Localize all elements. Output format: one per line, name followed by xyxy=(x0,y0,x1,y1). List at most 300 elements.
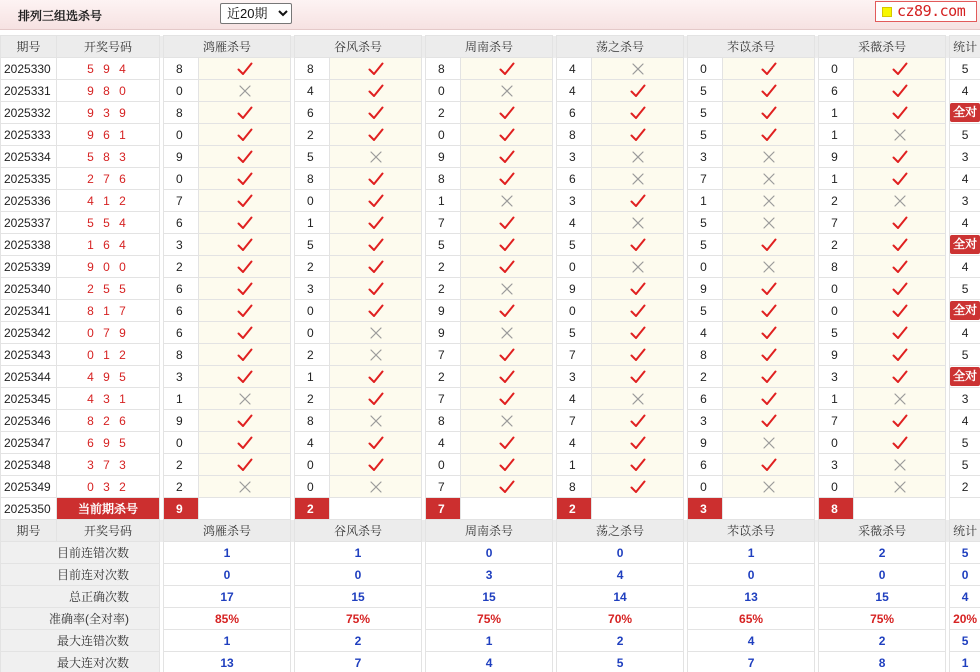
summary-row xyxy=(1,608,980,630)
result-mark-cell xyxy=(592,124,684,146)
header-draw: 开奖号码 xyxy=(57,36,160,58)
kill-number-cell: 9 xyxy=(426,322,461,344)
kill-number-cell: 6 xyxy=(164,322,199,344)
summary-value: 85% xyxy=(164,608,291,630)
draw-number-cell: 5 9 4 xyxy=(57,58,160,80)
kill-number-cell: 0 xyxy=(164,80,199,102)
kill-number-cell: 0 xyxy=(819,300,854,322)
result-mark-cell xyxy=(854,344,946,366)
check-icon xyxy=(499,150,515,164)
draw-number-cell: 5 5 4 xyxy=(57,212,160,234)
table-row xyxy=(1,278,980,300)
result-mark-cell xyxy=(199,124,291,146)
result-mark-cell xyxy=(723,212,815,234)
kill-number-cell: 3 xyxy=(164,366,199,388)
check-icon xyxy=(892,62,908,76)
result-mark-cell xyxy=(461,58,553,80)
result-mark-cell xyxy=(592,168,684,190)
kill-number-cell: 9 xyxy=(164,410,199,432)
result-mark-cell xyxy=(199,300,291,322)
draw-number-cell: 8 2 6 xyxy=(57,410,160,432)
summary-value: 14 xyxy=(557,586,684,608)
check-icon xyxy=(630,414,646,428)
result-mark-cell xyxy=(854,124,946,146)
kill-number-cell: 0 xyxy=(426,124,461,146)
draw-number-cell: 8 1 7 xyxy=(57,300,160,322)
cross-icon xyxy=(630,216,646,230)
cross-icon xyxy=(630,392,646,406)
draw-number-cell: 5 8 3 xyxy=(57,146,160,168)
result-mark-cell xyxy=(330,366,422,388)
summary-value: 1 xyxy=(295,542,422,564)
header-expert: 采薇杀号 xyxy=(819,520,946,542)
result-mark-cell xyxy=(592,102,684,124)
row-stat-cell: 4 xyxy=(950,256,980,278)
check-icon xyxy=(237,194,253,208)
kill-number-cell: 1 xyxy=(819,102,854,124)
result-mark-cell xyxy=(461,388,553,410)
row-stat-cell: 3 xyxy=(950,146,980,168)
current-period-row xyxy=(1,498,980,520)
period-cell: 2025346 xyxy=(1,410,57,432)
table-row xyxy=(1,168,980,190)
result-mark-cell xyxy=(199,58,291,80)
check-icon xyxy=(237,348,253,362)
check-icon xyxy=(368,392,384,406)
table-row xyxy=(1,322,980,344)
result-mark-cell xyxy=(592,300,684,322)
period-cell: 2025341 xyxy=(1,300,57,322)
check-icon xyxy=(368,370,384,384)
check-icon xyxy=(499,348,515,362)
kill-number-cell: 3 xyxy=(295,278,330,300)
table-row xyxy=(1,432,980,454)
current-kill-number: 7 xyxy=(426,498,461,520)
draw-number-cell: 2 5 5 xyxy=(57,278,160,300)
check-icon xyxy=(499,370,515,384)
summary-header xyxy=(1,520,980,542)
site-logo[interactable] xyxy=(875,1,977,22)
result-mark-cell xyxy=(723,278,815,300)
check-icon xyxy=(761,326,777,340)
summary-value: 4 xyxy=(426,652,553,672)
result-mark-cell xyxy=(723,454,815,476)
period-range-select[interactable] xyxy=(220,3,292,24)
cross-icon xyxy=(892,480,908,494)
kill-number-cell: 5 xyxy=(557,322,592,344)
result-mark-cell xyxy=(723,322,815,344)
current-kill-number: 8 xyxy=(819,498,854,520)
result-mark-cell xyxy=(199,168,291,190)
result-mark-cell xyxy=(199,432,291,454)
kill-number-cell: 5 xyxy=(819,322,854,344)
cross-icon xyxy=(761,216,777,230)
check-icon xyxy=(237,370,253,384)
summary-value: 5 xyxy=(557,652,684,672)
draw-number-cell: 4 1 2 xyxy=(57,190,160,212)
table-row xyxy=(1,476,980,498)
kill-number-cell: 0 xyxy=(557,300,592,322)
kill-number-cell: 7 xyxy=(688,168,723,190)
cross-icon xyxy=(761,480,777,494)
result-mark-cell xyxy=(854,410,946,432)
result-mark-cell xyxy=(854,102,946,124)
current-kill-label: 当前期杀号 xyxy=(57,498,160,520)
period-cell: 2025336 xyxy=(1,190,57,212)
result-mark-cell xyxy=(461,322,553,344)
result-mark-cell xyxy=(854,322,946,344)
all-correct-badge: 全对 xyxy=(950,301,980,320)
summary-stat: 0 xyxy=(950,564,980,586)
period-cell: 2025343 xyxy=(1,344,57,366)
kill-number-cell: 7 xyxy=(426,344,461,366)
row-stat-cell: 5 xyxy=(950,344,980,366)
cross-icon xyxy=(630,62,646,76)
result-mark-cell xyxy=(854,234,946,256)
kill-number-cell: 6 xyxy=(688,388,723,410)
kill-number-cell: 8 xyxy=(164,344,199,366)
result-mark-cell xyxy=(461,80,553,102)
period-cell: 2025330 xyxy=(1,58,57,80)
check-icon xyxy=(499,392,515,406)
result-mark-cell xyxy=(723,124,815,146)
result-mark-cell xyxy=(330,80,422,102)
kill-number-cell: 0 xyxy=(426,80,461,102)
kill-number-cell: 2 xyxy=(164,256,199,278)
result-mark-cell xyxy=(592,234,684,256)
kill-number-cell: 0 xyxy=(295,476,330,498)
summary-row xyxy=(1,542,980,564)
kill-number-cell: 5 xyxy=(295,146,330,168)
kill-number-cell: 5 xyxy=(557,234,592,256)
current-empty-cell xyxy=(723,498,815,520)
kill-number-cell: 2 xyxy=(295,344,330,366)
check-icon xyxy=(892,172,908,186)
summary-row xyxy=(1,586,980,608)
result-mark-cell xyxy=(723,146,815,168)
kill-number-cell: 2 xyxy=(295,388,330,410)
cross-icon xyxy=(237,480,253,494)
all-correct-badge: 全对 xyxy=(950,235,980,254)
summary-value: 13 xyxy=(164,652,291,672)
result-mark-cell xyxy=(461,168,553,190)
check-icon xyxy=(237,326,253,340)
kill-number-cell: 0 xyxy=(164,124,199,146)
header-expert: 荡之杀号 xyxy=(557,520,684,542)
check-icon xyxy=(630,238,646,252)
period-cell: 2025333 xyxy=(1,124,57,146)
result-mark-cell xyxy=(592,278,684,300)
summary-value: 2 xyxy=(819,630,946,652)
kill-number-cell: 2 xyxy=(164,454,199,476)
check-icon xyxy=(237,436,253,450)
row-stat-cell: 2 xyxy=(950,476,980,498)
current-empty-cell xyxy=(330,498,422,520)
kill-number-cell: 8 xyxy=(426,168,461,190)
table-row xyxy=(1,58,980,80)
result-mark-cell xyxy=(330,124,422,146)
draw-number-cell: 2 7 6 xyxy=(57,168,160,190)
result-mark-cell xyxy=(723,344,815,366)
result-mark-cell xyxy=(854,432,946,454)
summary-value: 75% xyxy=(819,608,946,630)
kill-number-cell: 7 xyxy=(557,344,592,366)
kill-number-cell: 6 xyxy=(688,454,723,476)
row-stat-cell: 5 xyxy=(950,278,980,300)
kill-number-cell: 0 xyxy=(557,256,592,278)
header-expert: 周南杀号 xyxy=(426,520,553,542)
result-mark-cell xyxy=(854,256,946,278)
kill-number-cell: 2 xyxy=(426,366,461,388)
summary-value: 0 xyxy=(688,564,815,586)
summary-value: 7 xyxy=(688,652,815,672)
period-cell: 2025349 xyxy=(1,476,57,498)
kill-number-cell: 1 xyxy=(295,366,330,388)
header-expert: 芣苡杀号 xyxy=(688,520,815,542)
summary-value: 8 xyxy=(819,652,946,672)
check-icon xyxy=(368,172,384,186)
result-mark-cell xyxy=(854,454,946,476)
logo-square-icon xyxy=(882,7,892,17)
kill-number-cell: 8 xyxy=(426,58,461,80)
all-correct-badge: 全对 xyxy=(950,367,980,386)
kill-number-cell: 2 xyxy=(164,476,199,498)
check-icon xyxy=(499,128,515,142)
top-bar xyxy=(0,0,980,30)
result-mark-cell xyxy=(854,80,946,102)
result-mark-cell xyxy=(461,234,553,256)
check-icon xyxy=(761,348,777,362)
kill-number-cell: 2 xyxy=(819,190,854,212)
check-icon xyxy=(630,436,646,450)
check-icon xyxy=(368,84,384,98)
header-period: 期号 xyxy=(1,520,57,542)
result-mark-cell xyxy=(723,102,815,124)
kill-number-cell: 8 xyxy=(164,58,199,80)
check-icon xyxy=(499,172,515,186)
kill-number-cell: 2 xyxy=(426,256,461,278)
kill-number-cell: 2 xyxy=(426,102,461,124)
kill-number-cell: 2 xyxy=(295,256,330,278)
check-icon xyxy=(368,304,384,318)
result-mark-cell xyxy=(199,476,291,498)
check-icon xyxy=(368,260,384,274)
result-mark-cell xyxy=(592,256,684,278)
summary-value: 13 xyxy=(688,586,815,608)
summary-value: 1 xyxy=(164,542,291,564)
summary-value: 4 xyxy=(557,564,684,586)
kill-number-cell: 0 xyxy=(819,432,854,454)
result-mark-cell xyxy=(592,190,684,212)
cross-icon xyxy=(237,84,253,98)
kill-number-cell: 6 xyxy=(819,80,854,102)
kill-number-cell: 8 xyxy=(819,256,854,278)
result-mark-cell xyxy=(199,190,291,212)
kill-number-cell: 3 xyxy=(557,366,592,388)
kill-number-cell: 8 xyxy=(557,476,592,498)
cross-icon xyxy=(368,150,384,164)
result-mark-cell xyxy=(199,344,291,366)
kill-number-cell: 3 xyxy=(164,234,199,256)
summary-value: 17 xyxy=(164,586,291,608)
check-icon xyxy=(892,150,908,164)
summary-value: 2 xyxy=(819,542,946,564)
kill-number-cell: 9 xyxy=(557,278,592,300)
check-icon xyxy=(499,62,515,76)
kill-number-cell: 4 xyxy=(295,432,330,454)
result-mark-cell xyxy=(330,410,422,432)
kill-number-cell: 7 xyxy=(426,388,461,410)
result-mark-cell xyxy=(330,300,422,322)
summary-value: 3 xyxy=(426,564,553,586)
period-cell: 2025338 xyxy=(1,234,57,256)
period-cell: 2025340 xyxy=(1,278,57,300)
cross-icon xyxy=(368,414,384,428)
kill-number-cell: 3 xyxy=(819,454,854,476)
check-icon xyxy=(237,414,253,428)
header-expert: 鸿雁杀号 xyxy=(164,36,291,58)
row-stat-cell: 3 xyxy=(950,388,980,410)
header-period: 期号 xyxy=(1,36,57,58)
kill-number-cell: 5 xyxy=(688,300,723,322)
kill-number-cell: 9 xyxy=(164,146,199,168)
result-mark-cell xyxy=(330,212,422,234)
kill-number-cell: 5 xyxy=(295,234,330,256)
result-mark-cell xyxy=(854,388,946,410)
summary-value: 1 xyxy=(688,542,815,564)
check-icon xyxy=(761,128,777,142)
table-header xyxy=(1,36,980,58)
kill-number-cell: 1 xyxy=(819,168,854,190)
current-stat-cell xyxy=(950,498,980,520)
summary-value: 7 xyxy=(295,652,422,672)
check-icon xyxy=(630,194,646,208)
table-row xyxy=(1,366,980,388)
result-mark-cell xyxy=(854,366,946,388)
result-mark-cell xyxy=(723,410,815,432)
result-mark-cell xyxy=(330,278,422,300)
check-icon xyxy=(630,304,646,318)
header-stat: 统计 xyxy=(950,36,980,58)
kill-number-cell: 1 xyxy=(819,388,854,410)
summary-row xyxy=(1,652,980,672)
table-row xyxy=(1,344,980,366)
period-cell: 2025335 xyxy=(1,168,57,190)
row-stat-cell: 5 xyxy=(950,432,980,454)
kill-number-cell: 4 xyxy=(295,80,330,102)
check-icon xyxy=(892,304,908,318)
result-mark-cell xyxy=(461,344,553,366)
kill-number-cell: 8 xyxy=(426,410,461,432)
summary-stat: 20% xyxy=(950,608,980,630)
current-empty-cell xyxy=(461,498,553,520)
result-mark-cell xyxy=(854,168,946,190)
check-icon xyxy=(892,348,908,362)
result-mark-cell xyxy=(723,366,815,388)
check-icon xyxy=(892,238,908,252)
summary-label: 最大连对次数 xyxy=(1,652,160,672)
header-expert: 谷风杀号 xyxy=(295,520,422,542)
check-icon xyxy=(499,436,515,450)
kill-number-cell: 9 xyxy=(426,300,461,322)
result-mark-cell xyxy=(592,432,684,454)
kill-number-cell: 4 xyxy=(557,80,592,102)
kill-number-cell: 6 xyxy=(295,102,330,124)
table-row xyxy=(1,300,980,322)
kill-number-cell: 0 xyxy=(688,476,723,498)
kill-number-cell: 4 xyxy=(557,58,592,80)
summary-value: 1 xyxy=(426,630,553,652)
result-mark-cell xyxy=(461,278,553,300)
cross-icon xyxy=(761,172,777,186)
cross-icon xyxy=(499,194,515,208)
kill-number-cell: 5 xyxy=(688,102,723,124)
period-cell: 2025332 xyxy=(1,102,57,124)
summary-stat: 5 xyxy=(950,542,980,564)
kill-number-cell: 6 xyxy=(164,278,199,300)
check-icon xyxy=(892,414,908,428)
check-icon xyxy=(761,84,777,98)
draw-number-cell: 9 6 1 xyxy=(57,124,160,146)
result-mark-cell xyxy=(592,58,684,80)
kill-number-cell: 1 xyxy=(819,124,854,146)
period-cell: 2025331 xyxy=(1,80,57,102)
header-expert: 鸿雁杀号 xyxy=(164,520,291,542)
row-stat-cell: 4 xyxy=(950,168,980,190)
kill-number-cell: 7 xyxy=(819,212,854,234)
current-kill-number: 2 xyxy=(295,498,330,520)
kill-number-cell: 9 xyxy=(688,278,723,300)
period-cell: 2025344 xyxy=(1,366,57,388)
table-row xyxy=(1,388,980,410)
result-mark-cell xyxy=(723,388,815,410)
result-mark-cell xyxy=(723,432,815,454)
result-mark-cell xyxy=(199,278,291,300)
summary-label: 总正确次数 xyxy=(1,586,160,608)
kill-number-cell: 0 xyxy=(295,454,330,476)
check-icon xyxy=(237,458,253,472)
cross-icon xyxy=(892,194,908,208)
summary-value: 2 xyxy=(557,630,684,652)
result-mark-cell xyxy=(592,80,684,102)
kill-number-cell: 1 xyxy=(426,190,461,212)
result-mark-cell xyxy=(592,212,684,234)
kill-number-cell: 0 xyxy=(164,168,199,190)
result-mark-cell xyxy=(461,432,553,454)
kill-number-cell: 9 xyxy=(688,432,723,454)
result-mark-cell xyxy=(592,322,684,344)
result-mark-cell xyxy=(199,234,291,256)
kill-number-cell: 3 xyxy=(688,146,723,168)
result-mark-cell xyxy=(330,168,422,190)
summary-value: 0 xyxy=(295,564,422,586)
summary-row xyxy=(1,630,980,652)
summary-value: 65% xyxy=(688,608,815,630)
kill-number-cell: 3 xyxy=(688,410,723,432)
kill-number-cell: 9 xyxy=(426,146,461,168)
summary-row xyxy=(1,564,980,586)
result-mark-cell xyxy=(330,454,422,476)
kill-number-cell: 6 xyxy=(164,212,199,234)
check-icon xyxy=(892,282,908,296)
summary-value: 70% xyxy=(557,608,684,630)
result-mark-cell xyxy=(199,388,291,410)
summary-stat: 4 xyxy=(950,586,980,608)
check-icon xyxy=(630,106,646,120)
kill-number-cell: 8 xyxy=(295,58,330,80)
result-mark-cell xyxy=(854,58,946,80)
result-mark-cell xyxy=(723,300,815,322)
